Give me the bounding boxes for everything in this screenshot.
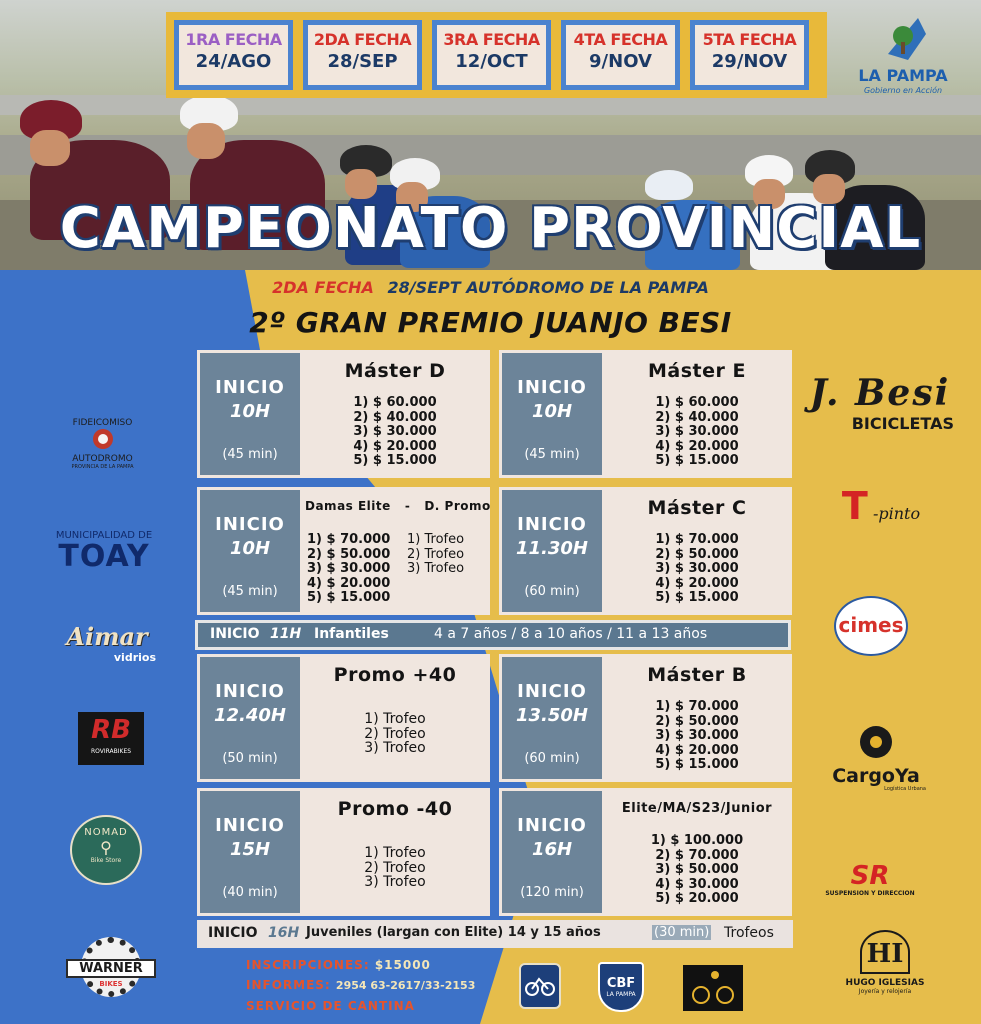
date-value: 12/OCT bbox=[455, 51, 528, 72]
prize-item: 2) $ 40.000 bbox=[655, 409, 739, 425]
club-logo bbox=[683, 965, 743, 1011]
gov-name: LA PAMPA bbox=[858, 66, 948, 85]
trophy-item: 2) Trofeo bbox=[407, 546, 465, 562]
date-label: 5TA FECHA bbox=[702, 30, 797, 49]
subtitle-place: 28/SEPT AUTÓDROMO DE LA PAMPA bbox=[387, 278, 709, 297]
besi-name: J. Besi bbox=[809, 372, 951, 414]
nomad-logo bbox=[70, 815, 142, 885]
race-card-master-c bbox=[499, 487, 792, 615]
gov-tagline: Gobierno en Acción bbox=[863, 86, 943, 95]
date-card bbox=[174, 20, 293, 90]
inicio-label: INICIO bbox=[517, 514, 587, 535]
prize-item: 3) $ 30.000 bbox=[655, 561, 739, 577]
sr-mark: SR bbox=[850, 861, 890, 891]
duration: (120 min) bbox=[520, 885, 584, 900]
prize-item: 1) Trofeo bbox=[364, 845, 426, 861]
inicio-label: INICIO bbox=[208, 925, 258, 941]
duration: (60 min) bbox=[524, 584, 580, 599]
main-title: CAMPEONATO PROVINCIAL bbox=[59, 196, 922, 261]
start-time: 10H bbox=[229, 538, 271, 559]
prize-item: 5) $ 15.000 bbox=[655, 757, 739, 773]
cargoya-name: CargoYa bbox=[832, 765, 920, 787]
inicio-label: INICIO bbox=[517, 681, 587, 702]
inscripciones-label: INSCRIPCIONES: bbox=[246, 958, 370, 972]
prize-item: 1) $ 60.000 bbox=[655, 395, 739, 410]
aimar-name: Aimar bbox=[66, 622, 148, 651]
race-title: Promo -40 bbox=[337, 798, 453, 820]
grand-prix-title: 2º GRAN PREMIO JUANJO BESI bbox=[249, 306, 732, 339]
prize-item: 2) $ 50.000 bbox=[655, 713, 739, 729]
cantina-label: SERVICIO DE CANTINA bbox=[246, 999, 415, 1013]
prize-item: 5) $ 15.000 bbox=[655, 590, 739, 606]
tree-icon bbox=[878, 14, 928, 64]
prize-list bbox=[607, 834, 787, 907]
race-title: Máster E bbox=[648, 360, 746, 382]
informes-value: 2954 63-2617/33-2153 bbox=[335, 979, 476, 992]
prize-item: 4) $ 20.000 bbox=[655, 438, 739, 454]
hugo-mark: HI bbox=[860, 930, 910, 974]
prize-item: 1) $ 60.000 bbox=[353, 395, 437, 410]
footer-info bbox=[246, 955, 506, 1016]
prize-item: 2) $ 50.000 bbox=[307, 546, 391, 562]
prize-item: 3) $ 30.000 bbox=[307, 561, 391, 577]
date-label: 2DA FECHA bbox=[313, 30, 412, 49]
inscripciones-value: $15000 bbox=[374, 958, 431, 972]
toay-logo bbox=[48, 530, 160, 580]
prize-list bbox=[305, 396, 485, 469]
prize-item: 1) Trofeo bbox=[364, 711, 426, 727]
prize-list bbox=[607, 533, 787, 606]
prize-item: 4) $ 20.000 bbox=[655, 742, 739, 758]
start-time: 15H bbox=[229, 839, 271, 860]
prize-list bbox=[307, 533, 397, 606]
cbf-sub: LA PAMPA bbox=[606, 991, 636, 998]
wheel-icon bbox=[856, 722, 896, 762]
date-card bbox=[561, 20, 680, 90]
date-card bbox=[690, 20, 809, 90]
inicio-label: INICIO bbox=[215, 514, 285, 535]
race-card-master-b bbox=[499, 654, 792, 782]
inicio-label: INICIO bbox=[215, 377, 285, 398]
trophy-list bbox=[407, 533, 487, 577]
prize-label: Trofeos bbox=[724, 925, 774, 941]
fideicomiso-top: FIDEICOMISO bbox=[72, 418, 133, 428]
prize-item: 2) $ 40.000 bbox=[353, 409, 437, 425]
tpinto-name: -pinto bbox=[872, 504, 921, 523]
prize-item: 1) $ 70.000 bbox=[655, 699, 739, 714]
prize-item: 1) $ 70.000 bbox=[655, 532, 739, 547]
warner-name: WARNER bbox=[66, 959, 156, 978]
prize-list bbox=[305, 846, 485, 890]
start-time: 10H bbox=[531, 401, 573, 422]
race-title: Máster C bbox=[647, 497, 747, 519]
race-card-promo-mas40 bbox=[197, 654, 490, 782]
fideicomiso-sub: PROVINCIA DE LA PAMPA bbox=[71, 464, 134, 470]
cbf-mark: CBF bbox=[606, 976, 636, 991]
nomad-sub: Bike Store bbox=[90, 857, 122, 864]
inicio-label: INICIO bbox=[215, 815, 285, 836]
cyclist-icon bbox=[691, 969, 735, 1007]
shield-icon bbox=[90, 428, 116, 450]
tpinto-mark: T bbox=[841, 484, 868, 528]
race-title: Promo +40 bbox=[333, 664, 457, 686]
age-groups: 4 a 7 años / 8 a 10 años / 11 a 13 años bbox=[434, 626, 708, 642]
prize-item: 5) $ 20.000 bbox=[655, 891, 739, 907]
date-value: 9/NOV bbox=[589, 51, 652, 72]
date-label: 1RA FECHA bbox=[185, 30, 282, 49]
duration: (45 min) bbox=[222, 584, 278, 599]
race-card-master-d bbox=[197, 350, 490, 478]
nomad-name: NOMAD bbox=[84, 827, 128, 838]
prize-item: 3) $ 30.000 bbox=[655, 728, 739, 744]
prize-item: 5) $ 15.000 bbox=[307, 590, 391, 606]
prize-item: 1) $ 100.000 bbox=[650, 833, 744, 848]
cargoya-logo bbox=[826, 722, 926, 792]
prize-item: 3) $ 30.000 bbox=[655, 424, 739, 440]
subtitle-fecha: 2DA FECHA bbox=[272, 278, 374, 297]
race-title: Damas Elite - D. Promo bbox=[305, 499, 491, 513]
start-time: 16H bbox=[531, 839, 573, 860]
rovira-logo bbox=[78, 712, 144, 765]
prize-item: 3) $ 30.000 bbox=[353, 424, 437, 440]
prize-list bbox=[607, 396, 787, 469]
bicycle-icon bbox=[525, 973, 555, 997]
prize-item: 4) $ 20.000 bbox=[655, 575, 739, 591]
informes-label: INFORMES: bbox=[246, 978, 331, 992]
rovira-mark: RB bbox=[91, 715, 131, 745]
prize-item: 2) $ 50.000 bbox=[655, 546, 739, 562]
warner-sub: BIKES bbox=[99, 980, 123, 988]
prize-item: 4) $ 30.000 bbox=[655, 876, 739, 892]
date-label: 3RA FECHA bbox=[443, 30, 540, 49]
prize-item: 2) Trofeo bbox=[364, 725, 426, 742]
dates-bar bbox=[166, 12, 827, 98]
start-time: 11.30H bbox=[516, 538, 588, 559]
cargoya-sub: Logística Urbana bbox=[884, 786, 926, 792]
race-card-promo-menos40 bbox=[197, 788, 490, 916]
duration: (30 min) bbox=[654, 925, 710, 940]
toay-name: TOAY bbox=[58, 539, 150, 574]
duration: (40 min) bbox=[222, 885, 278, 900]
start-time: 11H bbox=[270, 626, 302, 642]
trophy-item: 3) Trofeo bbox=[407, 561, 465, 577]
fideicomiso-logo bbox=[55, 418, 150, 478]
besi-sub: BICICLETAS bbox=[851, 414, 954, 433]
date-card bbox=[303, 20, 422, 90]
race-card-damas bbox=[197, 487, 490, 615]
rovira-name: ROVIRABIKES bbox=[90, 748, 132, 755]
date-value: 29/NOV bbox=[711, 51, 788, 72]
tpinto-logo bbox=[826, 484, 936, 534]
start-time: 10H bbox=[229, 401, 271, 422]
race-title: Elite/MA/S23/Junior bbox=[621, 801, 773, 816]
prize-item: 5) $ 15.000 bbox=[353, 453, 437, 469]
inicio-label: INICIO bbox=[215, 681, 285, 702]
duration: (60 min) bbox=[524, 751, 580, 766]
warner-logo bbox=[66, 937, 156, 1007]
cbf-logo bbox=[598, 962, 644, 1012]
cimes-name: cimes bbox=[838, 613, 904, 637]
category-label: Juveniles (largan con Elite) 14 y 15 años bbox=[306, 925, 601, 940]
event-subtitle bbox=[0, 278, 981, 297]
prize-item: 4) $ 20.000 bbox=[307, 575, 391, 591]
fideicomiso-bottom: AUTODROMO bbox=[72, 454, 133, 464]
prize-list bbox=[607, 700, 787, 773]
prize-item: 1) $ 70.000 bbox=[307, 532, 391, 547]
category-label: Infantiles bbox=[314, 626, 389, 642]
hugo-sub: Joyería y relojería bbox=[858, 988, 912, 995]
race-title: Máster D bbox=[344, 360, 446, 382]
la-pampa-logo bbox=[848, 14, 958, 104]
start-time: 13.50H bbox=[516, 705, 588, 726]
hugo-iglesias-logo bbox=[830, 930, 940, 1010]
prize-item: 3) Trofeo bbox=[364, 740, 426, 757]
inicio-label: INICIO bbox=[210, 626, 260, 642]
prize-item: 5) $ 15.000 bbox=[655, 453, 739, 469]
toay-top: MUNICIPALIDAD DE bbox=[55, 530, 153, 541]
date-card bbox=[432, 20, 551, 90]
start-time: 12.40H bbox=[214, 705, 286, 726]
race-title: Máster B bbox=[647, 664, 747, 686]
juveniles-strip bbox=[197, 920, 793, 948]
hugo-name: HUGO IGLESIAS bbox=[845, 978, 925, 988]
prize-item: 4) $ 20.000 bbox=[353, 438, 437, 454]
aimar-logo bbox=[52, 622, 162, 668]
prize-item: 3) Trofeo bbox=[364, 874, 426, 891]
besi-logo bbox=[800, 372, 960, 442]
prize-item: 3) $ 50.000 bbox=[655, 862, 739, 878]
infantiles-strip bbox=[195, 620, 791, 650]
sr-logo bbox=[820, 862, 920, 902]
duration: (50 min) bbox=[222, 751, 278, 766]
prize-list bbox=[305, 712, 485, 756]
trophy-item: 1) Trofeo bbox=[407, 532, 465, 547]
date-value: 28/SEP bbox=[327, 51, 398, 72]
sr-sub: SUSPENSION Y DIRECCION bbox=[825, 890, 915, 897]
cimes-logo bbox=[834, 596, 908, 656]
duration: (45 min) bbox=[222, 447, 278, 462]
date-value: 24/AGO bbox=[195, 51, 272, 72]
race-card-master-e bbox=[499, 350, 792, 478]
inicio-label: INICIO bbox=[517, 815, 587, 836]
date-label: 4TA FECHA bbox=[573, 30, 668, 49]
prize-item: 2) Trofeo bbox=[364, 859, 426, 876]
bicycle-icon: ⚲ bbox=[100, 838, 112, 857]
start-time: 16H bbox=[268, 925, 300, 941]
association-logo bbox=[519, 963, 561, 1009]
prize-item: 2) $ 70.000 bbox=[655, 847, 739, 863]
aimar-sub: vidrios bbox=[113, 651, 156, 664]
race-card-elite bbox=[499, 788, 792, 916]
inicio-label: INICIO bbox=[517, 377, 587, 398]
duration: (45 min) bbox=[524, 447, 580, 462]
